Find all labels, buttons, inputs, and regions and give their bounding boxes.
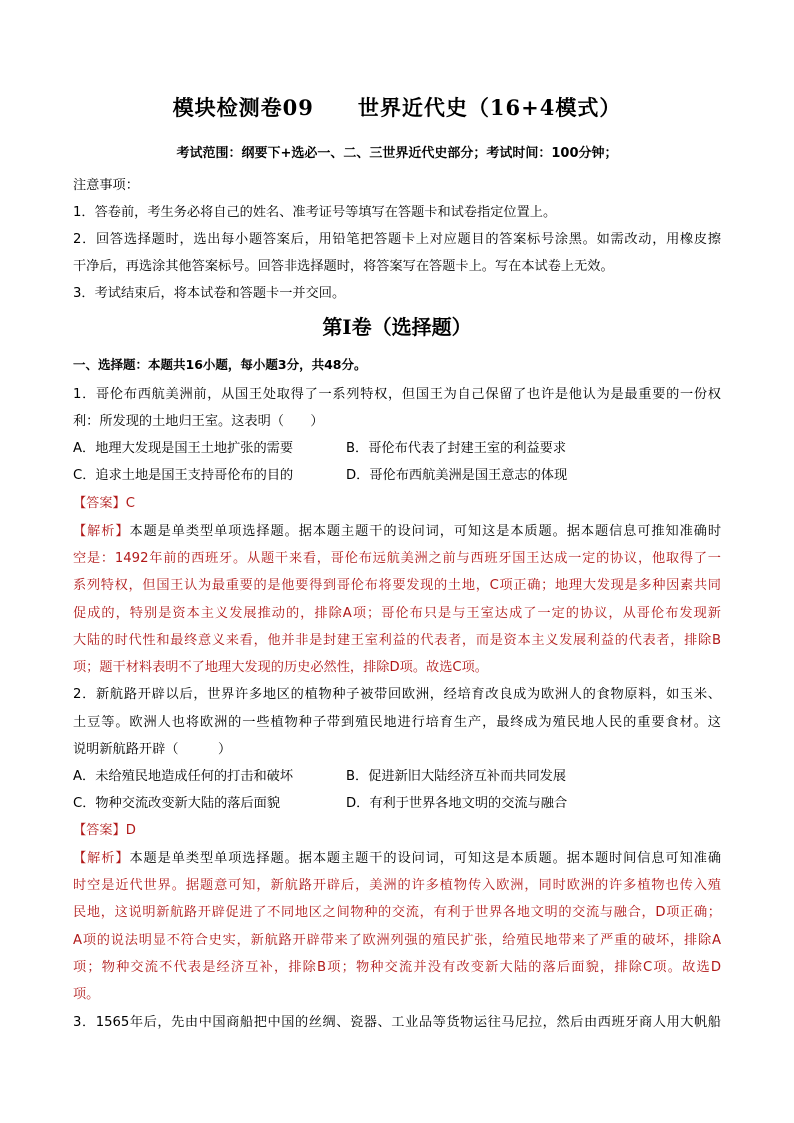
notice-item: 3．考试结束后，将本试卷和答题卡一并交回。 — [73, 286, 346, 301]
analysis-tag: 【解析】 — [73, 524, 130, 539]
analysis-line: 空是：1492年前的西班牙。从题干来看，哥伦布远航美洲之前与西班牙国王达成一定的协议，他取得了一 — [73, 551, 721, 566]
option-a: A．地理大发现是国王土地扩张的需要 — [73, 441, 294, 456]
analysis-line: 大陆的时代性和最终意义来看，他并非是封建王室利益的代表者，而是资本主义发展利益的代表者，排除B — [73, 633, 721, 648]
question-stem: 利：所发现的土地归王室。这表明（ ） — [73, 414, 324, 429]
analysis-tag: 【解析】 — [73, 851, 130, 866]
question-stem: 说明新航路开辟（ ） — [73, 742, 232, 757]
analysis-text: 本题是单类型单项选择题。据本题主题干的设问词，可知这是本质题。据本题信息可推知准确时 — [129, 524, 722, 539]
question-stem: 2．新航路开辟以后，世界许多地区的植物种子被带回欧洲，经培育改良成为欧洲人的食物原料，如玉米、 — [73, 687, 721, 702]
question-stem: 土豆等。欧洲人也将欧洲的一些植物种子带到殖民地进行培育生产，最终成为殖民地人民的重要食材。这 — [73, 715, 721, 730]
exam-scope: 考试范围：纲要下+选必一、二、三世界近代史部分；考试时间：100分钟； — [176, 146, 618, 161]
analysis-line: 促成的，特别是资本主义发展推动的，排除A项；哥伦布只是与王室达成了一定的协议，从哥伦布发现新 — [73, 606, 721, 621]
notice-item: 1．答卷前，考生务必将自己的姓名、准考证号等填写在答题卡和试卷指定位置上。 — [73, 205, 557, 220]
analysis-text: 本题是单类型单项选择题。据本题主题干的设问词，可知这是本质题。据本题时间信息可知准确 — [129, 851, 722, 866]
question-stem: 3．1565年后，先由中国商船把中国的丝绸、瓷器、工业品等货物运往马尼拉，然后由西班牙商人用大帆船 — [73, 1015, 721, 1030]
analysis-line: 项。 — [73, 987, 100, 1002]
section-title: 第Ⅰ卷（选择题） — [322, 315, 472, 339]
analysis-line: 项；题干材料表明不了地理大发现的历史必然性，排除D项。故选C项。 — [73, 660, 488, 675]
analysis-line — [73, 520, 721, 539]
option-b: B．哥伦布代表了封建王室的利益要求 — [346, 441, 567, 456]
page-title: 模块检测卷09 世界近代史（16+4模式） — [172, 95, 622, 120]
option-d: D．有利于世界各地文明的交流与融合 — [346, 796, 568, 811]
notice-item: 干净后，再选涂其他答案标号。回答非选择题时，将答案写在答题卡上。写在本试卷上无效。 — [73, 259, 614, 274]
analysis-line: 系列特权，但国王认为最重要的是他要得到哥伦布将要发现的土地，C项正确；地理大发现是多种因素共同 — [73, 578, 721, 593]
analysis-line: 时空是近代世界。据题意可知，新航路开辟后，美洲的许多植物传入欧洲，同时欧洲的许多植物也传入殖 — [73, 878, 721, 893]
notice-heading: 注意事项： — [73, 178, 139, 193]
answer-label: 【答案】C — [73, 496, 135, 511]
analysis-line: 民地，这说明新航路开辟促进了不同地区之间物种的交流，有利于世界各地文明的交流与融合，D项正确； — [73, 905, 721, 920]
section-instruction: 一、选择题：本题共16小题，每小题3分，共48分。 — [73, 357, 367, 372]
option-a: A．未给殖民地造成任何的打击和破坏 — [73, 769, 294, 784]
option-b: B．促进新旧大陆经济互补而共同发展 — [346, 769, 567, 784]
analysis-line: A项的说法明显不符合史实，新航路开辟带来了欧洲列强的殖民扩张，给殖民地带来了严重的破坏，排除A — [73, 933, 721, 948]
question-stem: 1．哥伦布西航美洲前，从国王处取得了一系列特权，但国王为自己保留了也许是他认为是最重要的一份权 — [73, 387, 721, 402]
option-d: D．哥伦布西航美洲是国王意志的体现 — [346, 468, 568, 483]
analysis-line: 项；物种交流不代表是经济互补，排除B项；物种交流并没有改变新大陆的落后面貌，排除C项。故选D — [73, 960, 721, 975]
option-c: C．追求土地是国王支持哥伦布的目的 — [73, 468, 294, 483]
notice-item: 2．回答选择题时，选出每小题答案后，用铅笔把答题卡上对应题目的答案标号涂黑。如需改动，用橡皮擦 — [73, 232, 721, 247]
option-c: C．物种交流改变新大陆的落后面貌 — [73, 796, 281, 811]
analysis-line — [73, 847, 721, 866]
answer-label: 【答案】D — [73, 823, 136, 838]
